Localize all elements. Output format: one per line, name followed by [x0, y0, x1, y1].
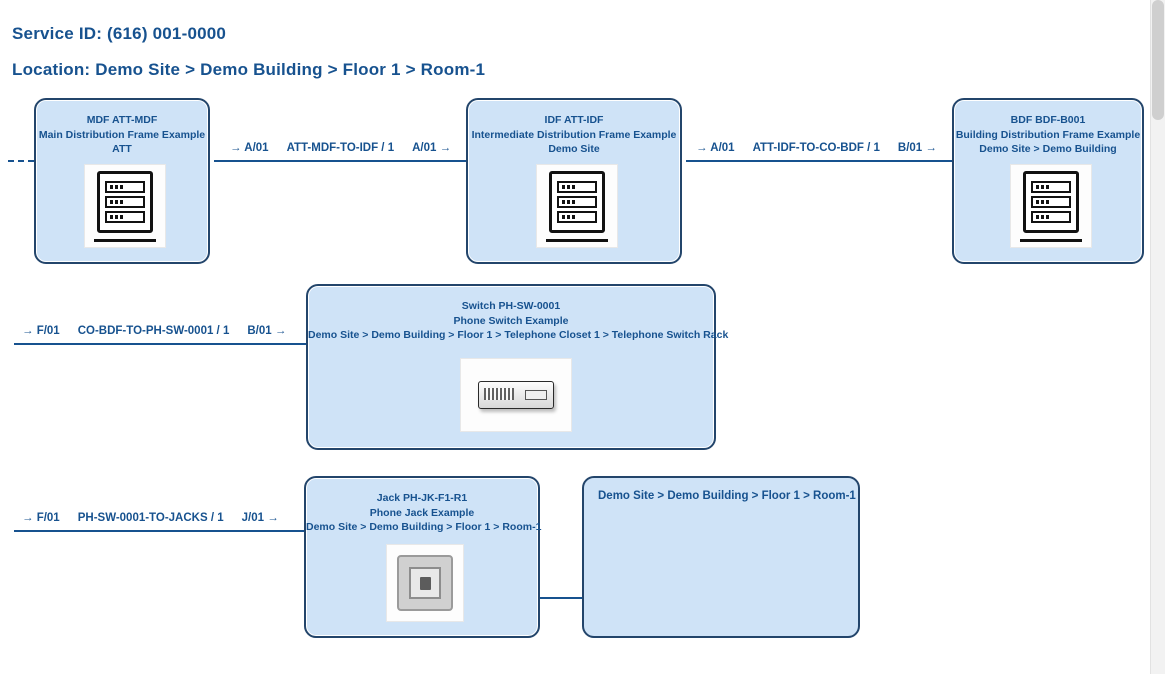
- node-idf[interactable]: [466, 98, 682, 264]
- node-room[interactable]: [582, 476, 860, 638]
- node-room-label: Demo Site > Demo Building > Floor 1 > Room-1: [598, 490, 856, 502]
- node-jack-title: Jack PH-JK-F1-R1 Phone Jack Example Demo Site > Demo Building > Floor 1 > Room-1: [306, 492, 542, 533]
- vertical-scrollbar[interactable]: [1150, 0, 1165, 674]
- jack-room-connector: [540, 597, 582, 599]
- node-bdf-image: [1010, 164, 1092, 248]
- node-idf-title: IDF ATT-IDF Intermediate Distribution Frame Example Demo Site: [471, 114, 677, 155]
- switch-icon: [478, 381, 554, 409]
- link-switch-jack-circuit[interactable]: PH-SW-0001-TO-JACKS / 1: [77, 512, 224, 524]
- link-bdf-switch-left-port: → F/01: [22, 325, 60, 337]
- rack-base-icon: [94, 239, 156, 242]
- vertical-scrollbar-thumb[interactable]: [1152, 0, 1164, 120]
- node-mdf-title: MDF ATT-MDF Main Distribution Frame Example ATT: [38, 114, 206, 155]
- rack-base-icon: [1020, 239, 1082, 242]
- link-bdf-switch-right-port: B/01 →: [247, 325, 287, 337]
- node-switch-title: Switch PH-SW-0001 Phone Switch Example Demo Site > Demo Building > Floor 1 > Telephone Closet 1 > Telephone Switch Rack: [308, 300, 729, 341]
- node-bdf-title: BDF BDF-B001 Building Distribution Frame Example Demo Site > Demo Building: [955, 114, 1141, 155]
- link-mdf-idf-right-port: A/01 →: [412, 142, 452, 154]
- node-idf-image: [536, 164, 618, 248]
- node-mdf[interactable]: [34, 98, 210, 264]
- service-id-heading: Service ID: (616) 001-0000: [12, 24, 227, 43]
- link-idf-bdf-right-port: B/01 →: [897, 142, 937, 154]
- node-switch[interactable]: [306, 284, 729, 450]
- link-switch-jack-left-port: → F/01: [22, 512, 60, 524]
- link-mdf-idf-circuit[interactable]: ATT-MDF-TO-IDF / 1: [286, 142, 395, 154]
- node-bdf[interactable]: [952, 98, 1144, 264]
- rack-icon: [1023, 171, 1079, 233]
- node-jack-image: [386, 544, 464, 622]
- incoming-dashed-line: [8, 160, 34, 162]
- node-mdf-image: [84, 164, 166, 248]
- link-idf-bdf-circuit[interactable]: ATT-IDF-TO-CO-BDF / 1: [752, 142, 880, 154]
- rack-icon: [97, 171, 153, 233]
- link-switch-jack-right-port: J/01 →: [241, 512, 279, 524]
- rack-base-icon: [546, 239, 608, 242]
- link-idf-bdf-left-port: → A/01: [696, 142, 735, 154]
- link-bdf-switch-circuit[interactable]: CO-BDF-TO-PH-SW-0001 / 1: [77, 325, 230, 337]
- rack-icon: [549, 171, 605, 233]
- node-jack[interactable]: [304, 476, 540, 638]
- location-heading: Location: Demo Site > Demo Building > Floor 1 > Room-1: [12, 60, 486, 79]
- jack-icon: [397, 555, 453, 611]
- node-switch-image: [460, 358, 572, 432]
- link-mdf-idf-left-port: → A/01: [230, 142, 269, 154]
